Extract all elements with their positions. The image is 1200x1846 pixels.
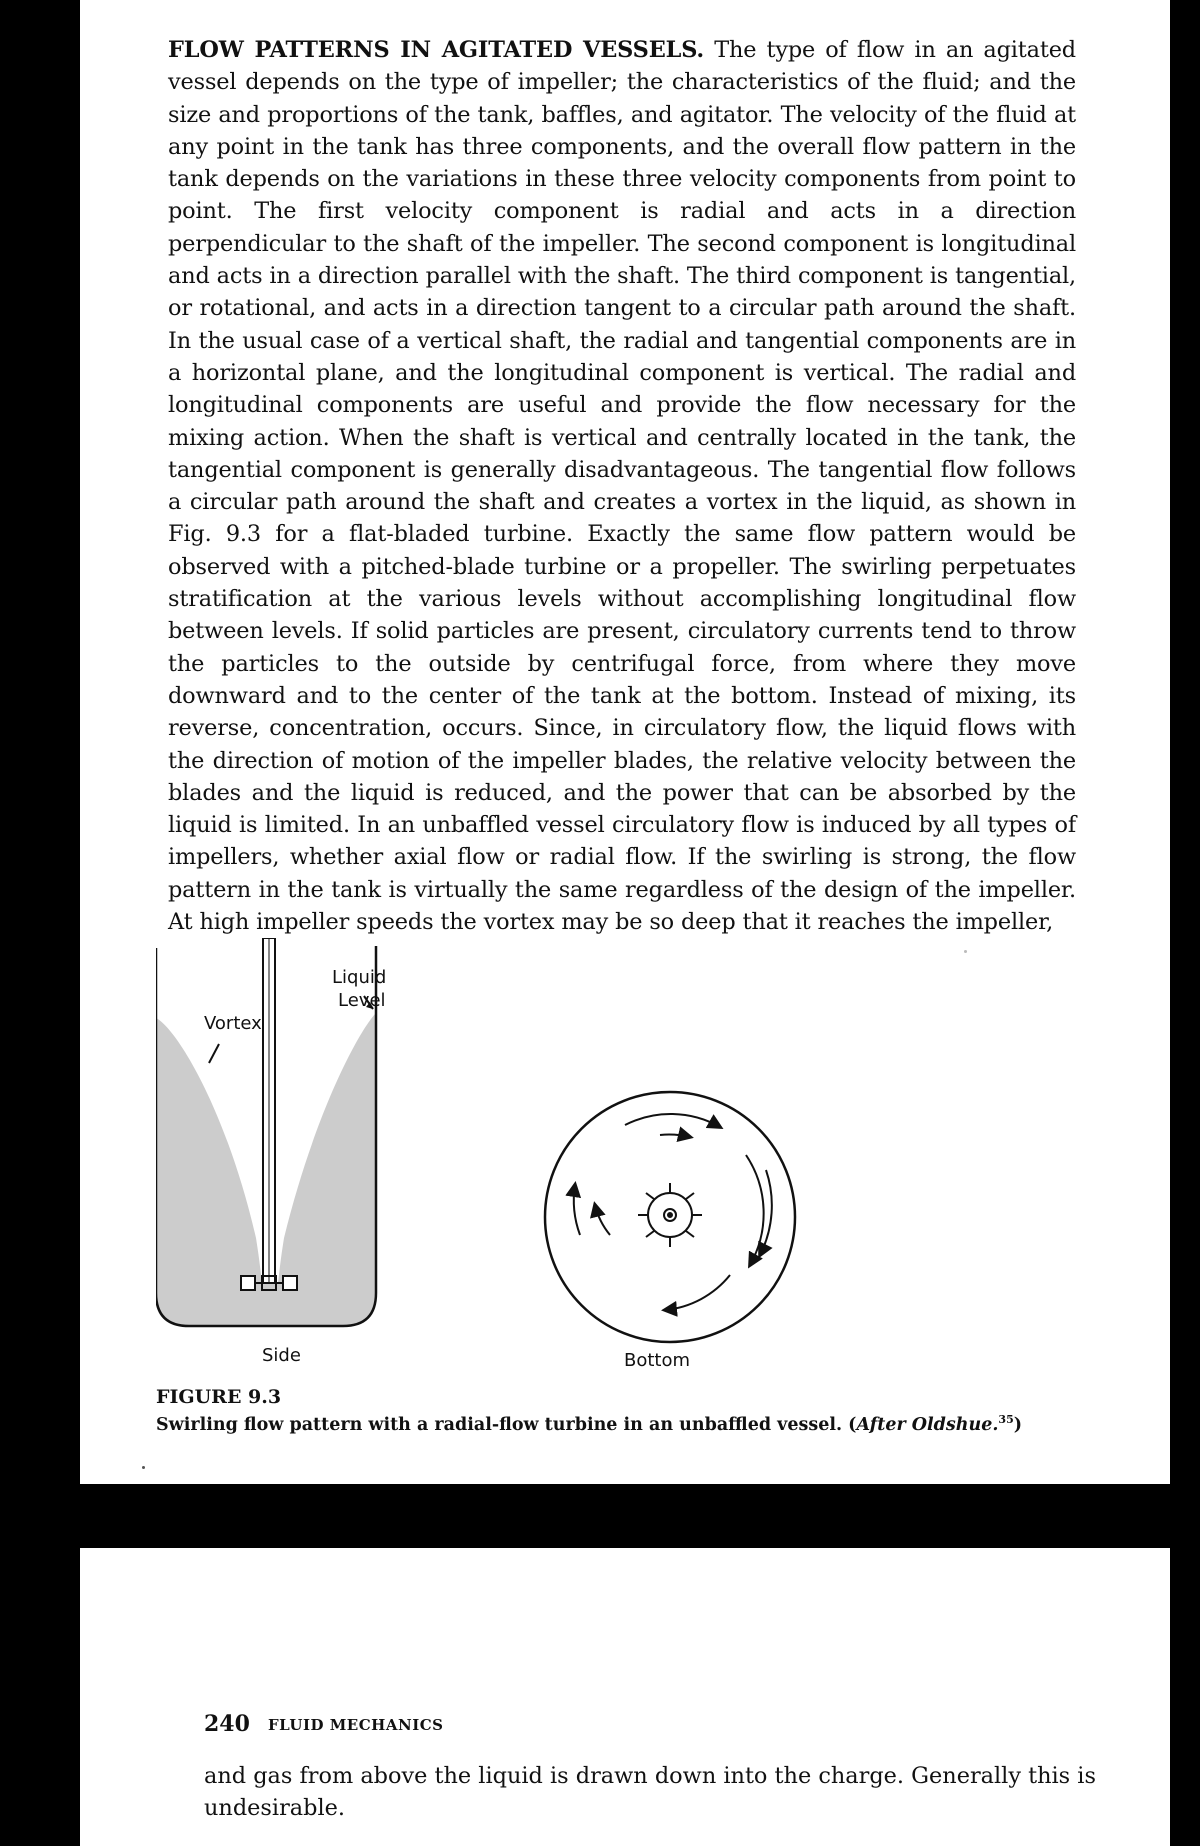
label-liquid-line2: Level bbox=[338, 990, 386, 1011]
caption-text: Swirling flow pattern with a radial-flow turbine in an unbaffled vessel. ( bbox=[156, 1414, 857, 1435]
label-bottom: Bottom bbox=[624, 1350, 691, 1371]
caption-ref: 35 bbox=[998, 1413, 1014, 1426]
running-head: FLUID MECHANICS bbox=[268, 1716, 444, 1734]
caption-credit: After Oldshue. bbox=[856, 1414, 999, 1435]
figure-caption bbox=[156, 1413, 1022, 1435]
continuation-text: and gas from above the liquid is drawn down into the charge. Generally this is undesirable. bbox=[204, 1763, 1096, 1821]
caption-end: ) bbox=[1013, 1414, 1023, 1435]
label-side: Side bbox=[262, 1345, 301, 1366]
vortex-pointer bbox=[209, 1044, 219, 1063]
section-heading: FLOW PATTERNS IN AGITATED VESSELS. bbox=[168, 37, 705, 63]
figure-bottom-view bbox=[520, 1075, 820, 1375]
figure-title: FIGURE 9.3 bbox=[156, 1386, 282, 1408]
paragraph-text: The type of flow in an agitated vessel depends on the type of impeller; the characteristics of the fluid; and the size and proportions of the tank, baffles, and agitator. The velocity of the fluid at any point in the tank has three components, and the overall flow pattern in the tank depends on the variations in these three velocity components from point to point. The first velocity component is radial and acts in a direction perpendicular to the shaft of the impeller. The second component is longitudinal and acts in a direction parallel with the shaft. The third component is tangential, or rotational, and acts in a direction tangent to a circular path around the shaft. In the usual case of a vertical shaft, the radial and tangential components are in a horizontal plane, and the longitudinal component is vertical. The radial and longitudinal components are useful and provide the flow necessary for the mixing action. When the shaft is vertical and centrally located in the tank, the tangential component is generally disadvantageous. The tangential flow follows a circular path around the shaft and creates a vortex in the liquid, as shown in Fig. 9.3 for a flat-bladed turbine. Exactly the same flow pattern would be observed with a pitched-blade turbine or a propeller. The swirling perpetuates stratification at the various levels without accomplishing longitudinal flow between levels. If solid particles are present, circulatory currents tend to throw the particles to the outside by centrifugal force, from where they move downward and to the center of the tank at the bottom. Instead of mixing, its reverse, concentration, occurs. Since, in circulatory flow, the liquid flows with the direction of motion of the impeller blades, the relative velocity between the blades and the liquid is reduced, and the power that can be absorbed by the liquid is limited. In an unbaffled vessel circulatory flow is induced by all types of impellers, whether axial flow or radial flow. If the swirling is strong, the flow pattern in the tank is virtually the same regardless of the design of the impeller. At high impeller speeds the vortex may be so deep that it reaches the impeller, bbox=[168, 37, 1076, 936]
page-lower bbox=[80, 1548, 1170, 1846]
page-upper bbox=[80, 0, 1170, 1484]
flow-arrows bbox=[574, 1114, 772, 1310]
stray-mark bbox=[964, 950, 967, 953]
turbine-top-view bbox=[638, 1183, 702, 1247]
stray-mark bbox=[142, 1466, 145, 1469]
label-liquid-line1: Liquid bbox=[332, 967, 387, 988]
page-number: 240 bbox=[204, 1711, 250, 1737]
label-vortex: Vortex bbox=[204, 1013, 262, 1034]
figure-side-view bbox=[156, 938, 516, 1358]
body-paragraph bbox=[168, 34, 1076, 938]
